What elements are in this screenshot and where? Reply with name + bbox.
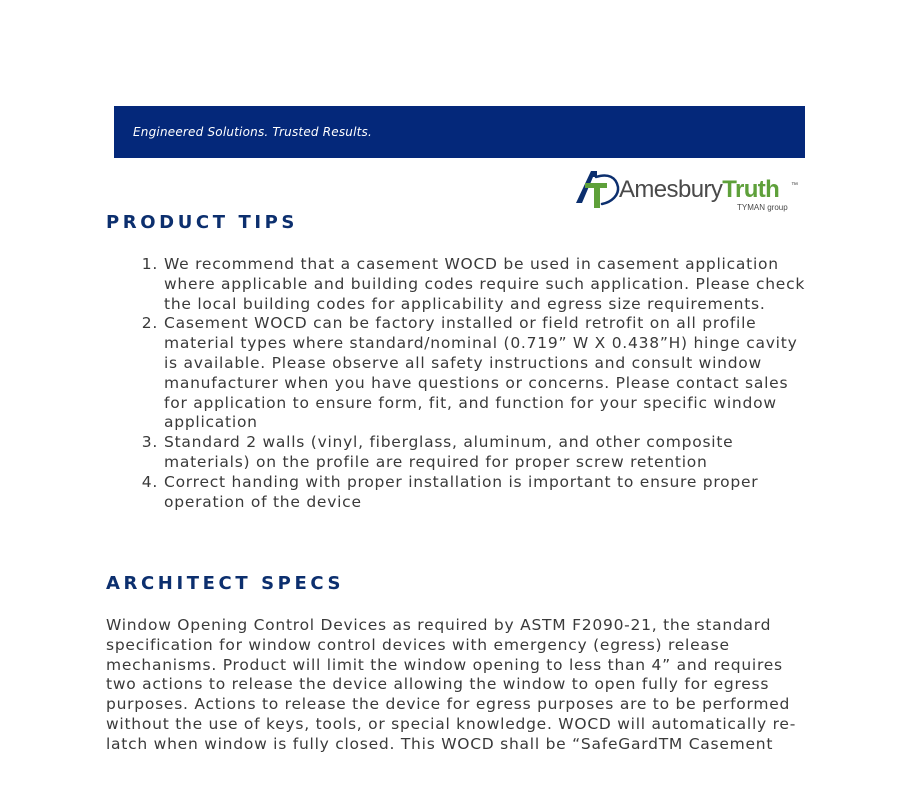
architect-specs-heading: ARCHITECT SPECS xyxy=(106,573,345,594)
svg-text:AmesburyTruth xyxy=(619,176,779,203)
list-item-text: We recommend that a casement WOCD be used in casement application where applicable and building codes require such application. Please check the local building codes for applicability and egress size requirements. xyxy=(164,255,806,313)
product-tips-list xyxy=(106,255,806,512)
list-item-number: 1. xyxy=(141,255,158,273)
amesbury-truth-logo xyxy=(572,167,804,215)
list-item-text: Casement WOCD can be factory installed or field retrofit on all profile material types where standard/nominal (0.719” W X 0.438”H) hinge cavity is available. Please observe all safety instructions and consult window manufacturer when you have questions or concerns. Please contact sales for application to ensure form, fit, and function for your specific window application xyxy=(164,314,798,432)
logo-word-truth: Truth xyxy=(722,176,780,203)
at-monogram-icon xyxy=(576,171,618,208)
banner-tagline: Engineered Solutions. Trusted Results. xyxy=(133,125,373,139)
product-tips-heading: PRODUCT TIPS xyxy=(106,212,298,233)
list-item-text: Correct handing with proper installation is important to ensure proper operation of the device xyxy=(164,472,759,511)
logo-subtext: TYMAN group xyxy=(737,203,788,212)
list-item xyxy=(106,433,806,473)
list-item-text: Standard 2 walls (vinyl, fiberglass, aluminum, and other composite materials) on the profile are required for proper screw retention xyxy=(164,433,734,471)
list-item xyxy=(106,473,806,513)
architect-specs-paragraph: Window Opening Control Devices as required by ASTM F2090-21, the standard specification for window control devices with emergency (egress) release mechanisms. Product will limit the window opening to less than 4” and requires two actions to release the device allowing the window to open fully for egress purposes. Actions to release the device for egress purposes are to be performed without the use of keys, tools, or special knowledge. WOCD will automatically re-latch when window is fully closed. This WOCD shall be “SafeGardTM Casement xyxy=(106,616,797,753)
list-item-number: 3. xyxy=(141,433,158,452)
logo-word-amesbury: Amesbury xyxy=(619,176,723,203)
list-item xyxy=(106,255,806,314)
list-item-number: 2. xyxy=(141,314,158,333)
header-banner xyxy=(114,106,805,158)
list-item-number: 4. xyxy=(141,472,158,491)
logo-trademark: ™ xyxy=(791,182,798,189)
list-item xyxy=(106,314,806,433)
